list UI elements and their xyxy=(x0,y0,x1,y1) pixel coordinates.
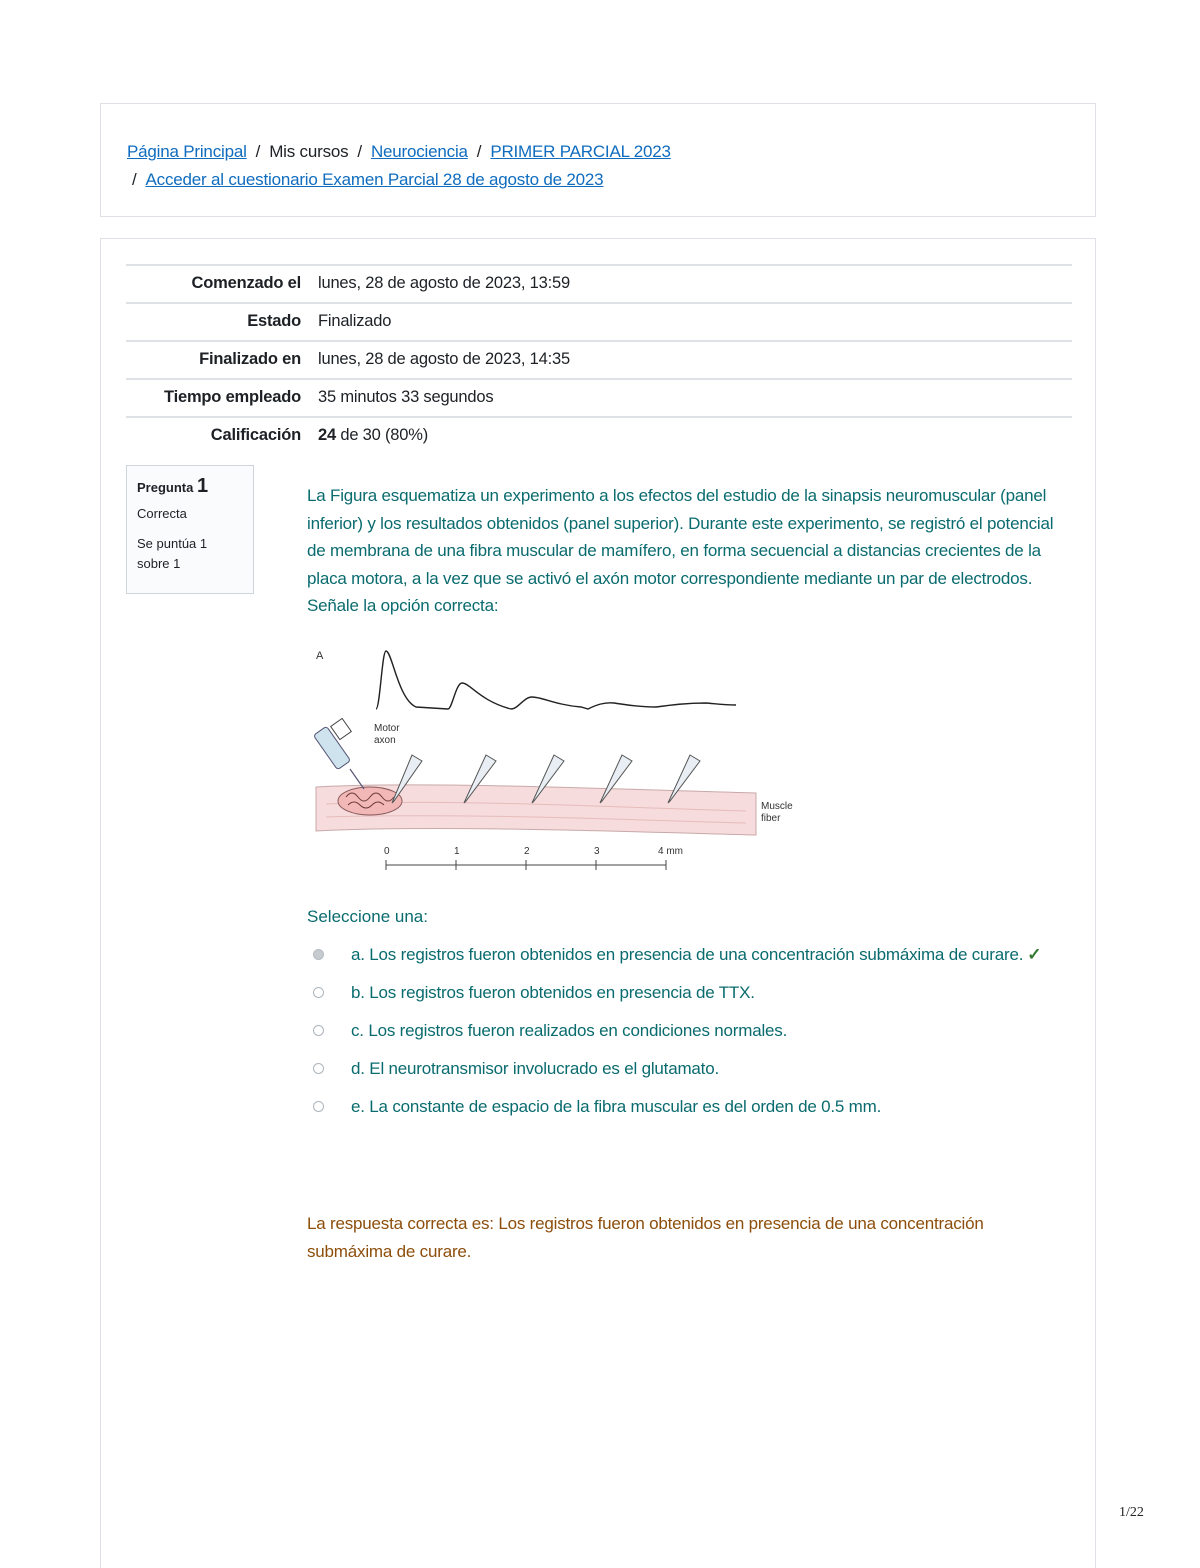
answer-prompt: Seleccione una: xyxy=(307,907,428,926)
summary-label: Tiempo empleado xyxy=(164,388,301,406)
question-label: Pregunta xyxy=(137,480,194,495)
breadcrumb-separator: / xyxy=(476,142,482,161)
motor-axon-label-1: Motor xyxy=(374,723,400,734)
answer-label: a. Los registros fueron obtenidos en presencia de una concentración submáxima de curare. xyxy=(351,945,1024,964)
scale-tick-label: 3 xyxy=(594,846,600,857)
breadcrumb-separator: / xyxy=(357,142,362,161)
answer-option-a[interactable] xyxy=(307,941,1067,969)
correct-answer-feedback: La respuesta correcta es: Los registros fueron obtenidos en presencia de una concentración submáxima de curare. xyxy=(307,1214,984,1261)
breadcrumb-separator: / xyxy=(255,142,261,161)
scale-tick-label: 1 xyxy=(454,846,460,857)
summary-value xyxy=(313,417,1072,454)
answer-option-d[interactable] xyxy=(307,1055,1067,1083)
summary-row xyxy=(126,417,1072,454)
breadcrumb-section-link[interactable]: PRIMER PARCIAL 2023 xyxy=(490,142,671,161)
breadcrumb xyxy=(127,138,671,194)
radio-button-selected[interactable] xyxy=(313,949,324,960)
breadcrumb-my-courses: Mis cursos xyxy=(269,142,349,161)
muscle-fiber-label-2: fiber xyxy=(761,813,781,824)
grade-score: 24 xyxy=(318,426,336,444)
muscle-fiber-label-1: Muscle xyxy=(761,801,793,812)
breadcrumb-separator: / xyxy=(132,170,137,189)
summary-value: lunes, 28 de agosto de 2023, 13:59 xyxy=(318,274,570,292)
radio-button[interactable] xyxy=(313,1025,324,1036)
breadcrumb-home-link[interactable]: Página Principal xyxy=(127,142,247,161)
answer-label: b. Los registros fueron obtenidos en presencia de TTX. xyxy=(351,983,755,1002)
scale-tick-label: 4 mm xyxy=(658,846,683,857)
page-number: 1/22 xyxy=(1119,1505,1144,1520)
answer-label: e. La constante de espacio de la fibra muscular es del orden de 0.5 mm. xyxy=(351,1097,882,1116)
summary-value: 35 minutos 33 segundos xyxy=(318,388,494,406)
attempt-summary-table xyxy=(126,264,1072,454)
potential-traces-near xyxy=(376,651,511,709)
answer-label: d. El neurotransmisor involucrado es el glutamato. xyxy=(351,1059,719,1078)
summary-row xyxy=(126,341,1072,379)
scale-tick-label: 2 xyxy=(524,846,530,857)
question-number xyxy=(137,476,243,498)
breadcrumb-quiz-link[interactable]: Acceder al cuestionario Examen Parcial 28 de agosto de 2023 xyxy=(145,170,604,189)
answer-label: c. Los registros fueron realizados en condiciones normales. xyxy=(351,1021,788,1040)
potential-traces-far xyxy=(511,697,736,709)
summary-label: Calificación xyxy=(210,426,301,444)
summary-label: Estado xyxy=(247,312,301,330)
radio-button[interactable] xyxy=(313,1063,324,1074)
figure-panel-label: A xyxy=(316,650,324,662)
correct-check-icon: ✓ xyxy=(1027,945,1042,964)
scale-tick-label: 0 xyxy=(384,846,390,857)
summary-value: Finalizado xyxy=(318,312,392,330)
answer-option-b[interactable] xyxy=(307,979,1067,1007)
question-grade: Se puntúa 1 sobre 1 xyxy=(137,536,208,571)
summary-row xyxy=(126,303,1072,341)
question-number-value: 1 xyxy=(196,475,209,497)
question-text: La Figura esquematiza un experimento a los efectos del estudio de la sinapsis neuromuscular (panel inferior) y los resultados obtenidos (panel superior). Durante este experimento, se registró el potencial de membrana de una fibra muscular de mamífero, en forma secuencial a distancias crecientes de la placa motora, a la vez que se activó el axón motor correspondiente mediante un par de electrodos. Señale la opción correcta: xyxy=(307,486,1054,615)
question-state: Correcta xyxy=(137,506,187,521)
breadcrumb-container xyxy=(100,103,1096,217)
summary-label: Comenzado el xyxy=(191,274,301,292)
answer-option-c[interactable] xyxy=(307,1017,1067,1045)
question-info-box xyxy=(126,465,254,594)
neuromuscular-figure xyxy=(306,639,806,879)
breadcrumb-course-link[interactable]: Neurociencia xyxy=(370,142,468,161)
summary-value: lunes, 28 de agosto de 2023, 14:35 xyxy=(318,350,570,368)
motor-axon-label-2: axon xyxy=(374,735,396,746)
scale-labels xyxy=(384,846,683,857)
radio-button[interactable] xyxy=(313,1101,324,1112)
summary-row xyxy=(126,379,1072,417)
answer-list xyxy=(307,941,1067,1131)
quiz-review-region xyxy=(100,238,1096,1568)
summary-label: Finalizado en xyxy=(199,350,301,368)
grade-total: de 30 (80%) xyxy=(335,426,429,444)
answer-option-e[interactable] xyxy=(307,1093,1067,1121)
radio-button[interactable] xyxy=(313,987,324,998)
summary-row xyxy=(126,265,1072,303)
